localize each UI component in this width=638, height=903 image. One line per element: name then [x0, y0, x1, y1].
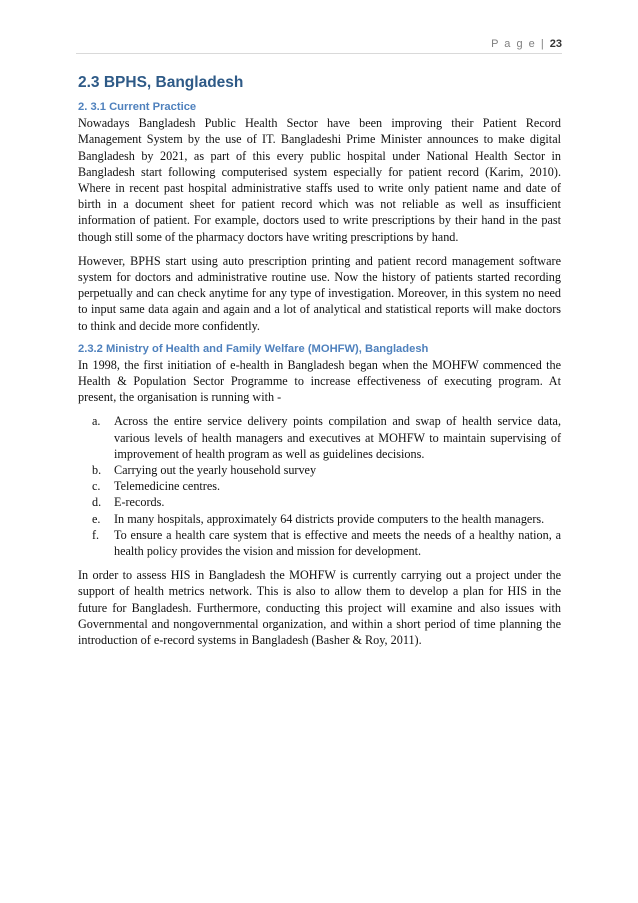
list-item-text: E-records. — [114, 495, 165, 510]
list-item — [78, 462, 561, 478]
header-divider — [76, 53, 562, 54]
list-marker: c. — [92, 479, 101, 494]
list-item — [78, 413, 561, 462]
list-marker: d. — [92, 495, 102, 510]
section-title: 2.3 BPHS, Bangladesh — [78, 74, 244, 91]
list-item-text: In many hospitals, approximately 64 districts provide computers to the health managers. — [114, 511, 545, 526]
list-item — [78, 527, 561, 559]
page-number: 23 — [549, 38, 562, 50]
list-marker: a. — [92, 414, 101, 429]
page-separator: | — [540, 38, 546, 50]
page-label: P a g e — [491, 38, 537, 50]
list-marker: e. — [92, 511, 101, 526]
list-marker: b. — [92, 463, 102, 478]
list-marker: f. — [92, 527, 100, 542]
paragraph-mohfw-intro: In 1998, the first initiation of e-health in Bangladesh began when the MOHFW commenced the Health & Population Sector Programme to increase effectiveness of executing program. At present, the organisation is running with - — [78, 357, 561, 405]
paragraph-current-practice-1: Nowadays Bangladesh Public Health Sector have been improving their Patient Record Management System by the use of IT. Bangladeshi Prime Minister announces to make digital Bangladesh by 2021, as part of this every public hospital under National Health Sector in Bangladesh start following computerised system especially for patient record (Karim, 2010). Where in recent past hospital administrative staffs used to write only patient name and date of birth in a document sheet for patient record which was not reliable as well as insufficient information of patient. For example, doctors used to write prescriptions by their hand in the past though still some of the pharmacy doctors have writing prescriptions by hand. — [78, 116, 561, 244]
list-item — [78, 494, 561, 510]
list-item-text: Carrying out the yearly household survey — [114, 463, 317, 478]
subsection-title-mohfw: 2.3.2 Ministry of Health and Family Welfare (MOHFW), Bangladesh — [78, 342, 429, 355]
list-item-text: Telemedicine centres. — [114, 479, 221, 494]
list-item-text: To ensure a health care system that is effective and meets the needs of a healthy nation, a health policy provides the vision and mission for development. — [114, 527, 561, 559]
mohfw-activities-list — [78, 413, 561, 559]
paragraph-mohfw-his: In order to assess HIS in Bangladesh the MOHFW is currently carrying out a project under the support of health metrics network. This is also to allow them to develop a plan for HIS in the future for Bangladesh. Furthermore, conducting this project will examine and also issues with Governmental and nongovernmental organization, and within a short period of time planning the introduction of e-record systems in Bangladesh (Basher & Roy, 2011). — [78, 568, 561, 648]
list-item-text: Across the entire service delivery points compilation and swap of health service data, various levels of health managers and executives at MOHFW to maintain supervising of improvement of health program as well as guidelines decisions. — [114, 414, 561, 461]
page-content — [78, 75, 561, 656]
list-item — [78, 511, 561, 527]
paragraph-current-practice-2: However, BPHS start using auto prescription printing and patient record management software system for doctors and administrative routine use. Now the history of patients started recording perpetually and can check anytime for any type of investigation. Moreover, in this system no need to input same data again and again and a lot of analytical and statistical reports will make doctors to think and decide more confidently. — [78, 253, 561, 333]
list-item — [78, 478, 561, 494]
subsection-title-current-practice: 2. 3.1 Current Practice — [78, 101, 197, 114]
page-header — [491, 38, 562, 50]
